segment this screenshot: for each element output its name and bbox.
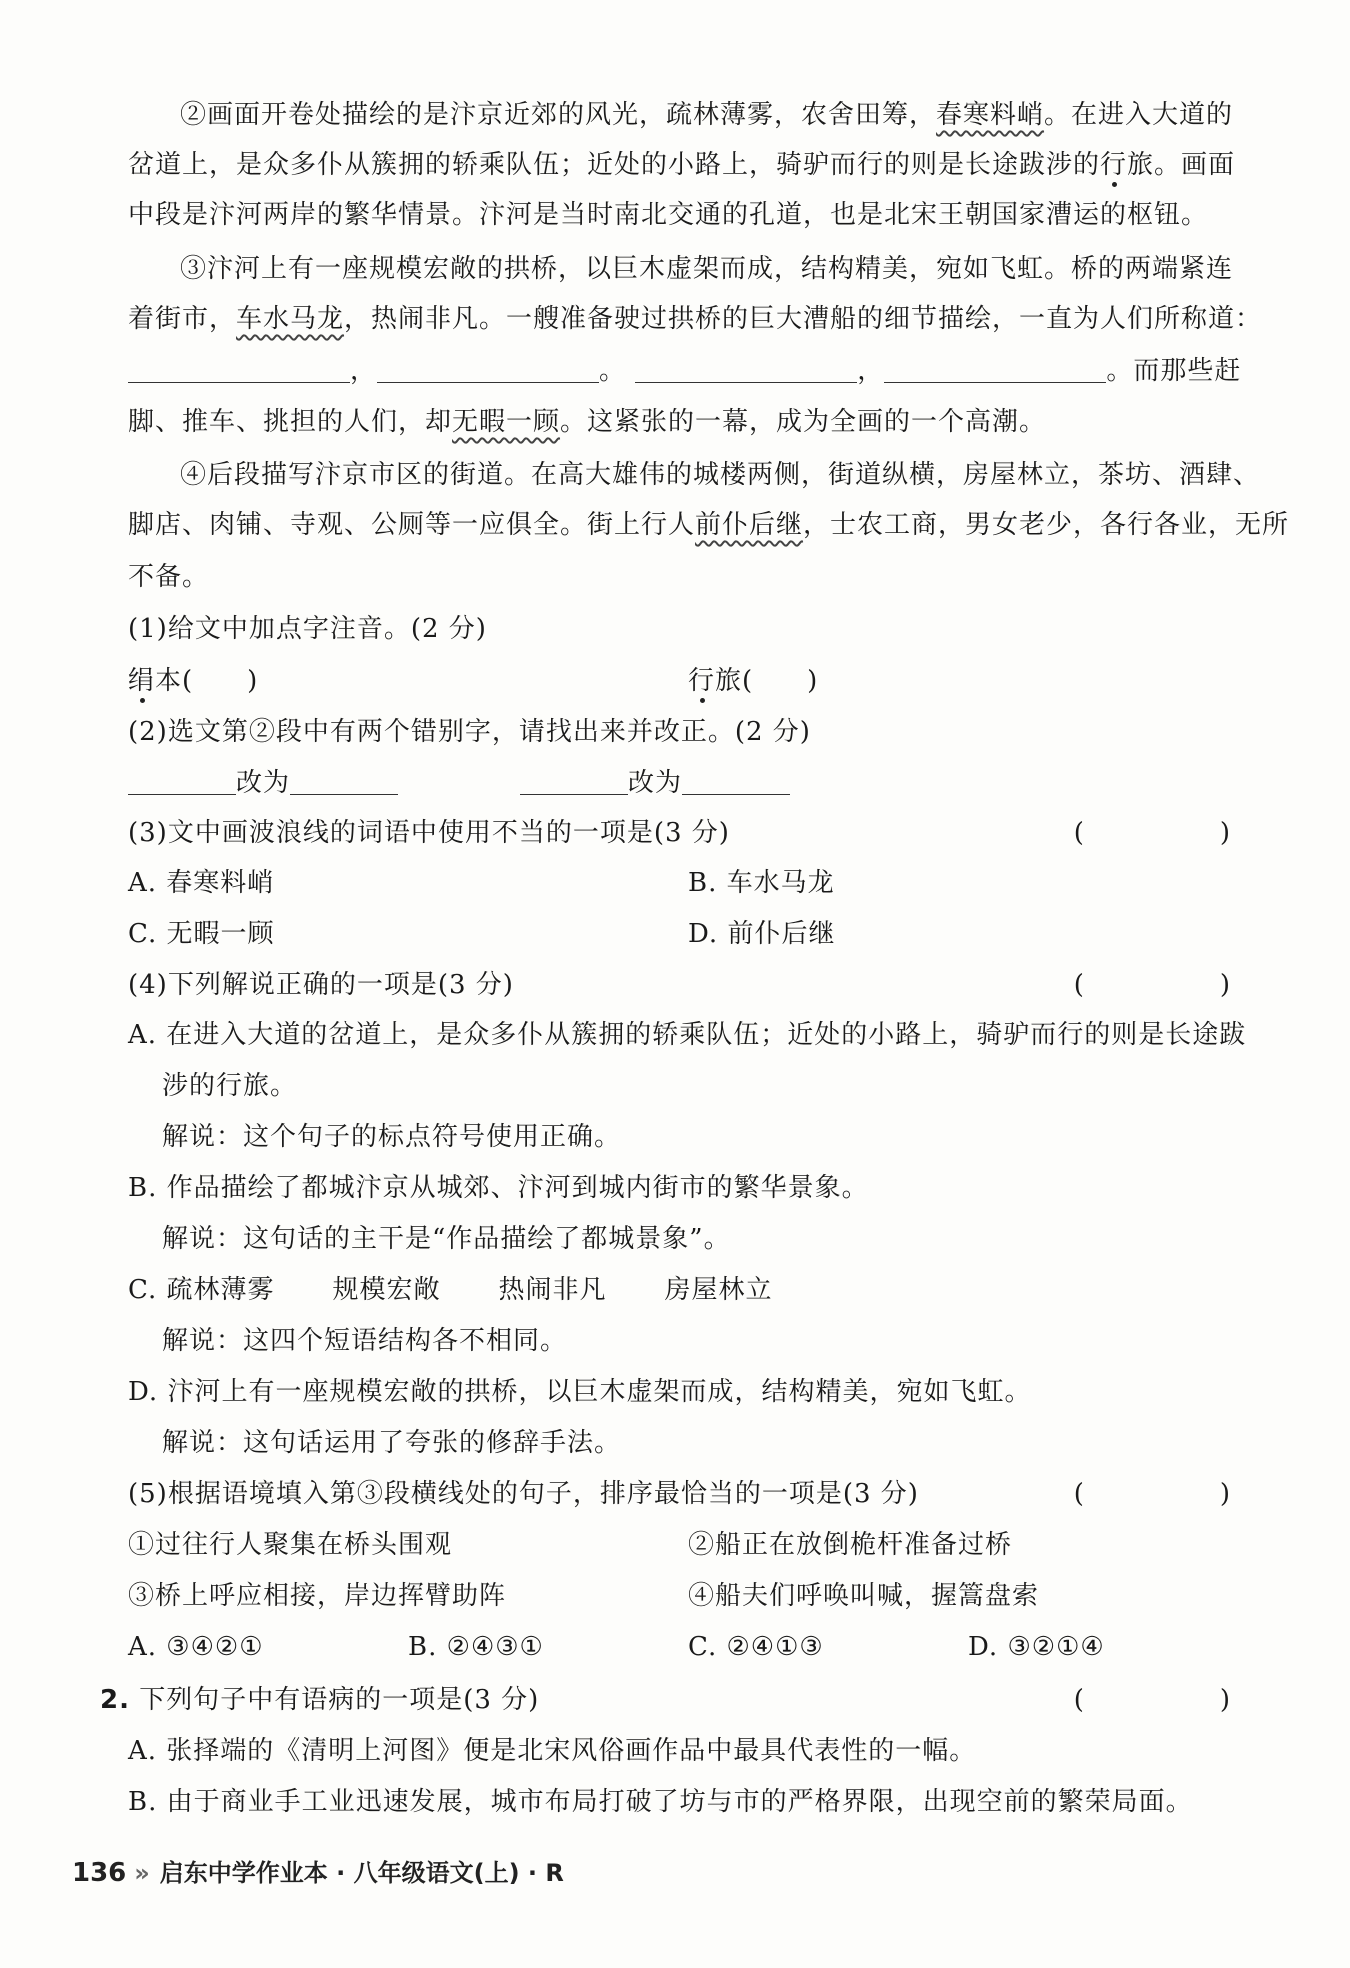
- question-2-answer-paren[interactable]: ( ): [1073, 1685, 1258, 1715]
- wavy-term-chunhan: 春寒料峭: [936, 100, 1045, 130]
- book-title: 启东中学作业本 · 八年级语文(上) · R: [159, 1859, 564, 1887]
- q1-stem: (1)给文中加点字注音。(2 分): [128, 614, 487, 644]
- q2-answer-row: 改为: [128, 766, 1258, 800]
- fill-blank-1[interactable]: [128, 356, 350, 383]
- fill-blank-4[interactable]: [884, 356, 1106, 383]
- q2-answer-row-2: 改为: [520, 766, 920, 800]
- q1-item-b: 行旅( ): [688, 666, 819, 696]
- q3-option-a: A. 春寒料峭: [128, 868, 275, 898]
- para3-line1: ③汴河上有一座规模宏敞的拱桥，以巨木虚架而成，结构精美，宛如飞虹。桥的两端紧连: [180, 254, 1234, 284]
- para4-line2: 脚店、肉铺、寺观、公厕等一应俱全。街上行人前仆后继，士农工商，男女老少，各行各业，无所: [128, 510, 1290, 540]
- q5-sentence-3: ③桥上呼应相接，岸边挥臂助阵: [128, 1581, 507, 1611]
- q3-option-b: B. 车水马龙: [688, 868, 835, 898]
- para2-line2: 岔道上，是众多仆从簇拥的轿乘队伍；近处的小路上，骑驴而行的则是长途跋涉的行旅。画面: [128, 150, 1236, 180]
- dotted-char-juan: 绢: [128, 666, 156, 696]
- q4-option-c: C. 疏林薄雾 规模宏敞 热闹非凡 房屋林立: [128, 1275, 773, 1305]
- dotted-char-xing: 行: [1100, 150, 1128, 180]
- para4-line3: 不备。: [128, 562, 210, 592]
- q4-option-d-explanation: 解说：这句话运用了夸张的修辞手法。: [162, 1428, 622, 1458]
- q4-option-d: D. 汴河上有一座规模宏敞的拱桥，以巨木虚架而成，结构精美，宛如飞虹。: [128, 1377, 1032, 1407]
- correct-char-blank-1[interactable]: [290, 768, 398, 795]
- fill-blank-3[interactable]: [635, 356, 857, 383]
- dotted-char-xing-q1: 行: [688, 666, 716, 696]
- wavy-term-qianpu: 前仆后继: [695, 510, 804, 540]
- q4-option-b: B. 作品描绘了都城汴京从城郊、汴河到城内街市的繁华景象。: [128, 1173, 869, 1203]
- para3-line4: 脚、推车、挑担的人们，却无暇一顾。这紧张的一幕，成为全画的一个高潮。: [128, 407, 1047, 437]
- q3-stem: (3)文中画波浪线的词语中使用不当的一项是(3 分): [128, 818, 730, 848]
- para2-line1: ②画面开卷处描绘的是汴京近郊的风光，疏林薄雾，农舍田筹，春寒料峭。在进入大道的: [180, 100, 1234, 130]
- wavy-term-cheshui: 车水马龙: [236, 304, 345, 334]
- para3-line2: 着街市，车水马龙，热闹非凡。一艘准备驶过拱桥的巨大漕船的细节描绘，一直为人们所称道：: [128, 304, 1263, 334]
- q4-option-a-line2: 涉的行旅。: [162, 1071, 298, 1101]
- fill-blank-2[interactable]: [377, 356, 599, 383]
- para4-line1: ④后段描写汴京市区的街道。在高大雄伟的城楼两侧，街道纵横，房屋林立，茶坊、酒肆、: [180, 460, 1261, 490]
- q1-item-a: 绢本( ): [128, 666, 259, 696]
- page-footer: [72, 1856, 564, 1890]
- q5-sentence-2: ②船正在放倒桅杆准备过桥: [688, 1530, 1013, 1560]
- correct-char-blank-2[interactable]: [682, 768, 790, 795]
- q3-option-c: C. 无暇一顾: [128, 919, 275, 949]
- q4-answer-paren[interactable]: ( ): [1073, 970, 1258, 1000]
- question-2-option-a: A. 张择端的《清明上河图》便是北宋风俗画作品中最具代表性的一幅。: [128, 1736, 977, 1766]
- wavy-term-wuxia: 无暇一顾: [452, 407, 561, 437]
- q2-stem: (2)选文第②段中有两个错别字，请找出来并改正。(2 分): [128, 717, 811, 747]
- question-2-option-b: B. 由于商业手工业迅速发展，城市布局打破了坊与市的严格界限，出现空前的繁荣局面。: [128, 1787, 1193, 1817]
- q5-option-b: B. ②④③①: [408, 1632, 544, 1662]
- q5-option-d: D. ③②①④: [968, 1632, 1105, 1662]
- q5-option-c: C. ②④①③: [688, 1632, 824, 1662]
- q4-option-c-explanation: 解说：这四个短语结构各不相同。: [162, 1326, 568, 1356]
- q4-option-a-line1: A. 在进入大道的岔道上，是众多仆从簇拥的轿乘队伍；近处的小路上，骑驴而行的则是长途跋: [128, 1020, 1247, 1050]
- q5-answer-paren[interactable]: ( ): [1073, 1479, 1258, 1509]
- q4-option-b-explanation: 解说：这句话的主干是“作品描绘了都城景象”。: [162, 1224, 731, 1254]
- q5-stem: (5)根据语境填入第③段横线处的句子，排序最恰当的一项是(3 分): [128, 1479, 919, 1509]
- q5-sentence-4: ④船夫们呼唤叫喊，握篙盘索: [688, 1581, 1040, 1611]
- q3-answer-paren[interactable]: ( ): [1073, 818, 1258, 848]
- question-2-number: 2.: [100, 1685, 130, 1715]
- chevron-right-icon: »: [134, 1859, 150, 1887]
- q4-stem: (4)下列解说正确的一项是(3 分): [128, 970, 514, 1000]
- wrong-char-blank-1[interactable]: [128, 768, 236, 795]
- para3-line3: ， 。 ， 。而那些赶: [128, 354, 1258, 388]
- q5-sentence-1: ①过往行人聚集在桥头围观: [128, 1530, 453, 1560]
- page-number: 136: [72, 1858, 127, 1888]
- q4-option-a-explanation: 解说：这个句子的标点符号使用正确。: [162, 1122, 622, 1152]
- q3-option-d: D. 前仆后继: [688, 919, 836, 949]
- para2-line3: 中段是汴河两岸的繁华情景。汴河是当时南北交通的孔道，也是北宋王朝国家漕运的枢钮。: [128, 200, 1209, 230]
- question-2-stem: 2. 下列句子中有语病的一项是(3 分): [100, 1685, 540, 1715]
- wrong-char-blank-2[interactable]: [520, 768, 628, 795]
- q5-option-a: A. ③④②①: [128, 1632, 264, 1662]
